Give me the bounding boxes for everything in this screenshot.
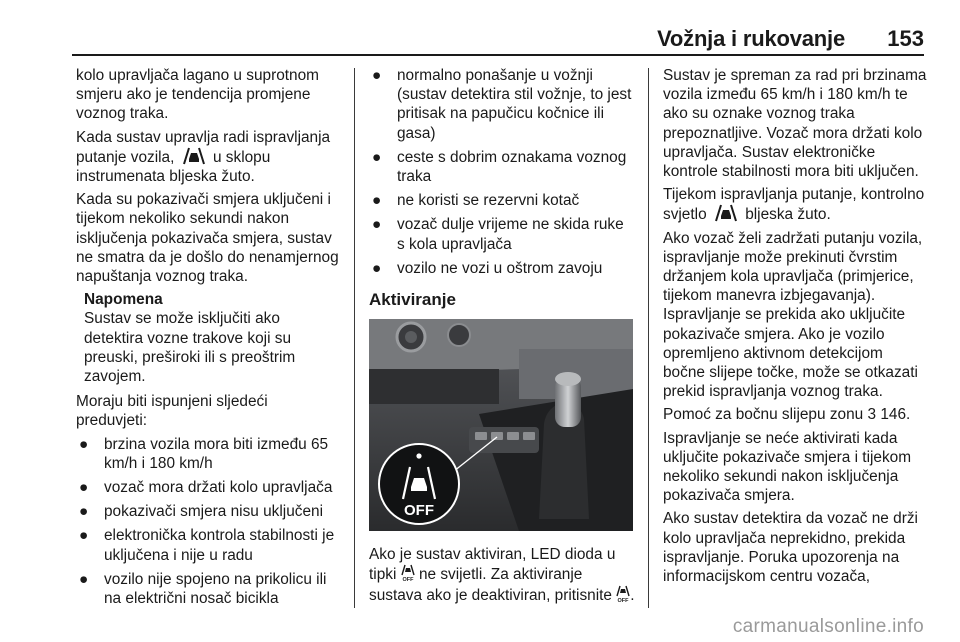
- list-item: ● normalno ponašanje u vožnji (sustav detektira stil vožnje, to jest pritisak na papučicu kočnice ili gasa): [372, 67, 632, 142]
- column-2: [369, 66, 635, 609]
- col1-bullet-list: [76, 435, 342, 609]
- dashboard-photo: [369, 319, 633, 531]
- header-rule: [72, 54, 924, 56]
- svg-text:OFF: OFF: [617, 597, 629, 603]
- lane-keep-assist-off-icon: [401, 564, 415, 582]
- list-item: ● brzina vozila mora biti između 65 km/h i 180 km/h: [79, 435, 329, 472]
- col1-paragraph-1: kolo upravljača lagano u suprotnom smjeru ako je tendencija promjene voznog traka.: [76, 67, 319, 123]
- watermark: carmanualsonline.info: [732, 616, 924, 637]
- page-number: 153: [887, 26, 924, 51]
- col3-paragraph-1: Sustav je spreman za rad pri brzinama vozila između 65 km/h i 180 km/h te ako su oznake voznog traka prepoznatljive. Vozač mora držati kolo upravljača. Sustav elektroničke kontrole stabilnosti mora biti uključen.: [663, 67, 927, 181]
- list-item: ● ne koristi se rezervni kotač: [372, 192, 580, 210]
- column-3: [663, 66, 928, 590]
- list-item: ● vozilo ne vozi u oštrom zavoju: [372, 259, 603, 277]
- note-box: [76, 290, 342, 386]
- col2-paragraph-1: Ako je sustav aktiviran, LED dioda u tipki OFF ne svijetli. Za aktiviranje sustava ako je deaktiviran, pritisnite OFF .: [369, 546, 635, 604]
- page-header: [0, 0, 960, 58]
- list-item: ● pokazivači smjera nisu uključeni: [79, 503, 323, 521]
- col3-paragraph-2: Tijekom ispravljanja putanje, kontrolno svjetlo bljeska žuto.: [663, 186, 925, 224]
- column-divider-1: [354, 68, 355, 608]
- lane-keep-assist-icon: [179, 147, 209, 165]
- note-text: Sustav se može isključiti ako detektira vozne trakove koji su preuski, preširoki ili s preoštrim zavojem.: [84, 310, 296, 386]
- col1-p2-after: u sklopu instrumenata bljeska žuto.: [76, 148, 271, 186]
- col1-p2-before: Kada sustav upravlja radi ispravljanja putanje vozila,: [76, 128, 331, 166]
- note-title: Napomena: [84, 291, 163, 309]
- photo-off-label: OFF: [404, 502, 434, 520]
- lane-keep-assist-off-icon: [616, 585, 630, 603]
- col3-paragraph-4: Pomoć za bočnu slijepu zonu 3 146.: [663, 406, 911, 424]
- page-reference-link[interactable]: 146.: [880, 406, 911, 424]
- col1-paragraph-4: Moraju biti ispunjeni sljedeći preduvjeti:: [76, 393, 268, 430]
- list-item: ● elektronička kontrola stabilnosti je uključena i nije u radu: [79, 527, 335, 564]
- list-item: ● vozač mora držati kolo upravljača: [79, 479, 333, 497]
- column-1: [76, 66, 342, 613]
- lane-keep-assist-icon: [711, 204, 741, 222]
- col3-paragraph-6: Ako sustav detektira da vozač ne drži kolo upravljača neprekidno, prekida ispravljanje. Poruka upozorenja na informacijskom centru vozača,: [663, 510, 918, 586]
- section-heading: Aktiviranje: [369, 290, 456, 310]
- list-item: ● ceste s dobrim oznakama voznog traka: [372, 148, 627, 186]
- col1-paragraph-2: [76, 128, 342, 187]
- list-item: ● vozilo nije spojeno na prikolicu ili na električni nosač bicikla: [79, 570, 327, 608]
- dashboard-illustration: [369, 319, 633, 531]
- column-divider-2: [648, 68, 649, 608]
- col1-paragraph-3: Kada su pokazivači smjera uključeni i tijekom nekoliko sekundi nakon isključenja pokazivača smjera, sustav ne smatra da je došlo do nenamjernog napuštanja voznog traka.: [76, 191, 339, 286]
- col3-paragraph-3: Ako vozač želi zadržati putanju vozila, ispravljanje može prekinuti čvrstim držanjem kola upravljača (primjerice, tijekom manevra izbjegavanja). Ispravljanje se prekida ako uključite pokazivače smjera. Ako je vozilo opremljeno aktivnom detekcijom bočne slijepe točke, može se otkazati prekid ispravljanja voznog traka.: [663, 229, 923, 401]
- svg-text:OFF: OFF: [402, 577, 414, 583]
- col2-bullet-list: [369, 66, 635, 278]
- col3-paragraph-5: Ispravljanje se neće aktivirati kada uključite pokazivače smjera i tijekom nekoliko sekundi nakon isključenja pokazivača smjera.: [663, 429, 912, 505]
- list-item: ● vozač dulje vrijeme ne skida ruke s kola upravljača: [372, 216, 624, 253]
- page-reference-arrow-icon: 3: [867, 406, 877, 424]
- page-title: Vožnja i rukovanje: [657, 26, 845, 51]
